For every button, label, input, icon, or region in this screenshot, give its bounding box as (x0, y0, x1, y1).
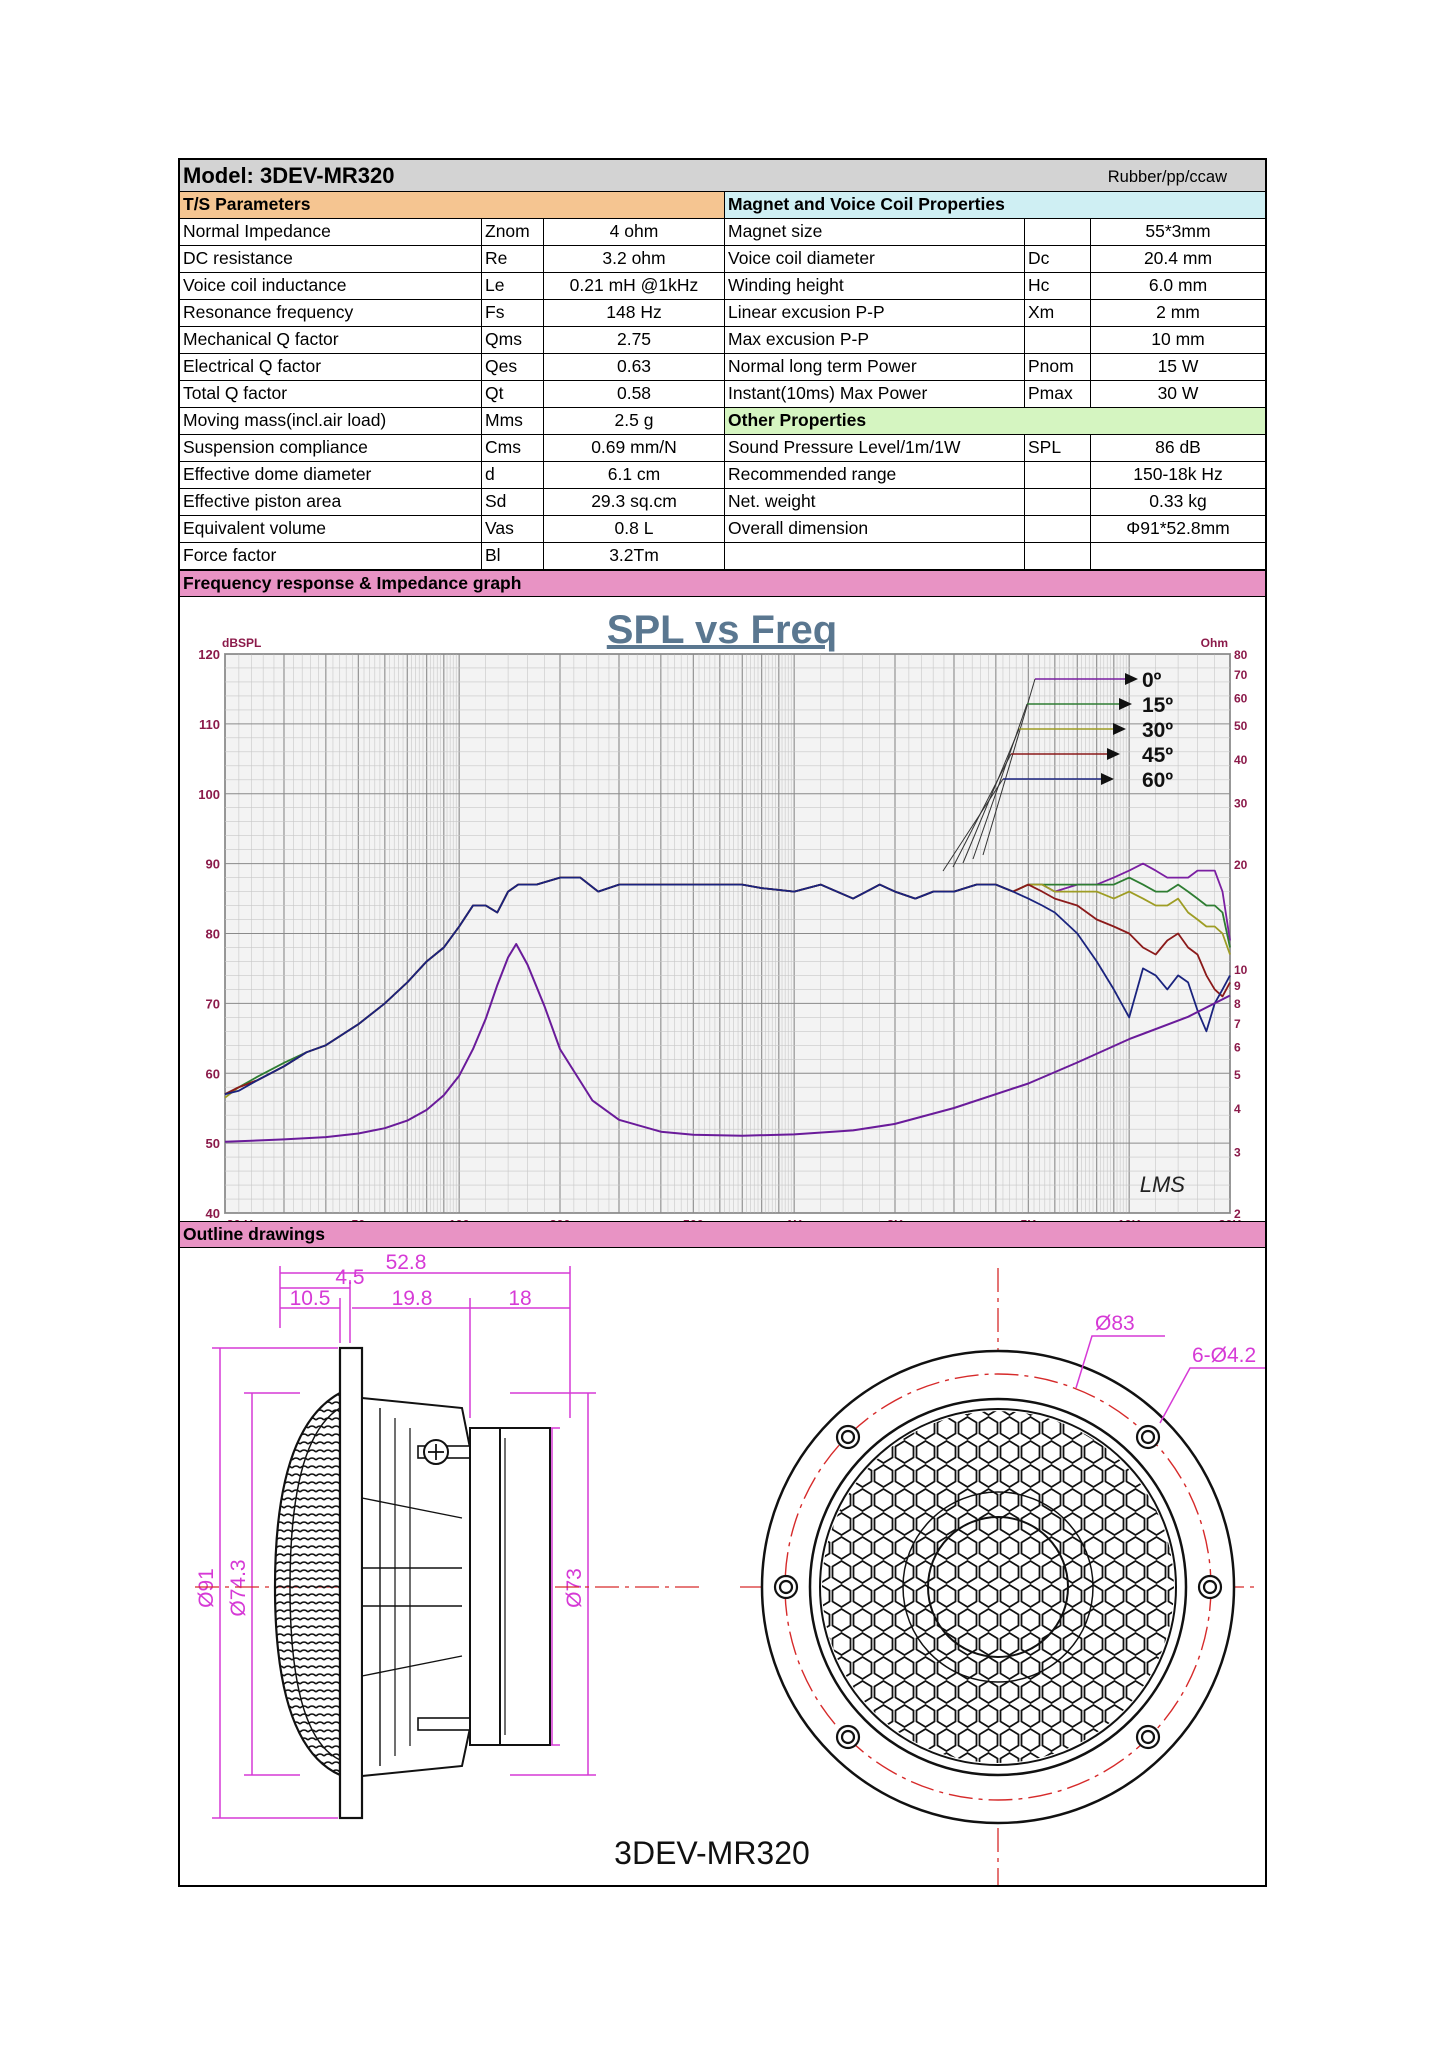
ts-param-name: Equivalent volume (180, 516, 482, 542)
ts-param-symbol: Sd (482, 489, 544, 515)
ts-param-value: 0.63 (544, 354, 725, 380)
y2-tick-label: 5 (1234, 1068, 1241, 1083)
magnet-prop-value: 10 mm (1151, 329, 1205, 349)
y2-tick-label: 3 (1234, 1145, 1241, 1160)
dim-mount-holes: 6-Ø4.2 (1192, 1344, 1257, 1367)
magnet-prop-value: 2 mm (1156, 302, 1200, 322)
other-prop-value: Φ91*52.8mm (1126, 518, 1230, 538)
title-row (180, 160, 1265, 192)
outline-svg (180, 1248, 1265, 1885)
ts-param-symbol: Qms (482, 327, 544, 353)
magnet-prop-name: Voice coil diameter (725, 246, 1025, 272)
magnet-prop-value: 20.4 mm (1143, 248, 1213, 268)
dim-basket: 19.8 (391, 1287, 433, 1310)
y2-tick-label: 50 (1234, 719, 1248, 734)
ts-param-symbol: Qes (482, 354, 544, 380)
empty-cell (1091, 543, 1265, 569)
other-prop-symbol (1025, 489, 1091, 515)
y2-tick-label: 6 (1234, 1040, 1241, 1055)
magnet-prop-value: 15 W (1157, 356, 1199, 376)
ts-param-name: Normal Impedance (180, 219, 482, 245)
ts-param-symbol: Cms (482, 435, 544, 461)
param-row (180, 489, 1265, 516)
spec-sheet (178, 158, 1267, 1887)
y2-tick-label: 60 (1234, 691, 1248, 706)
ts-param-value: 0.58 (544, 381, 725, 407)
outline-section-title: Outline drawings (180, 1221, 1265, 1248)
ts-param-symbol: Re (482, 246, 544, 272)
y-tick-label: 60 (205, 1066, 220, 1082)
magnet-prop-value: 55*3mm (1145, 221, 1211, 241)
ts-param-symbol: Fs (482, 300, 544, 326)
ts-param-symbol: Mms (482, 408, 544, 434)
ts-param-value: 2.5 g (544, 408, 725, 434)
ts-param-value: 3.2Tm (544, 543, 725, 569)
magnet-prop-value: 6.0 mm (1148, 275, 1208, 295)
magnet-prop-name: Linear excusion P-P (725, 300, 1025, 326)
ts-param-value: 6.1 cm (544, 462, 725, 488)
param-row (180, 516, 1265, 543)
dim-dome: 10.5 (289, 1287, 331, 1310)
side-view-drawing (195, 1251, 700, 1818)
param-row (180, 462, 1265, 489)
empty-cell (1025, 543, 1091, 569)
dim-flange: 4.5 (335, 1266, 365, 1289)
ts-param-value: 2.75 (544, 327, 725, 353)
param-row (180, 435, 1265, 462)
ts-param-name: Electrical Q factor (180, 354, 482, 380)
magnet-prop-symbol: Pnom (1025, 354, 1091, 380)
y-tick-label: 70 (205, 996, 220, 1012)
ts-param-value: 4 ohm (544, 219, 725, 245)
y2-tick-label: 2 (1234, 1207, 1241, 1221)
y2-tick-label: 70 (1234, 668, 1248, 683)
param-row (180, 354, 1265, 381)
drawing-caption: 3DEV-MR320 (614, 1835, 810, 1871)
y-tick-label: 90 (205, 856, 220, 872)
magnet-prop-symbol: Pmax (1025, 381, 1091, 407)
ts-param-symbol: Le (482, 273, 544, 299)
magnet-prop-value: 30 W (1157, 383, 1199, 403)
material-label: Rubber/pp/ccaw (1107, 168, 1227, 186)
ts-param-name: Total Q factor (180, 381, 482, 407)
dim-rear-dia: Ø73 (563, 1568, 586, 1608)
dim-grill-dia: Ø74.3 (227, 1559, 250, 1617)
y2-tick-label: 80 (1234, 648, 1248, 662)
y-tick-label: 100 (198, 786, 220, 802)
dim-magnet: 18 (508, 1287, 532, 1310)
other-prop-name: Net. weight (725, 489, 1025, 515)
y-tick-label: 120 (198, 647, 220, 662)
ts-param-symbol: Znom (482, 219, 544, 245)
ts-param-name: Effective dome diameter (180, 462, 482, 488)
other-prop-name: Recommended range (725, 462, 1025, 488)
y2-tick-label: 8 (1234, 996, 1241, 1011)
y2-tick-label: 40 (1234, 753, 1248, 768)
magnet-prop-name: Winding height (725, 273, 1025, 299)
front-view-drawing (740, 1268, 1265, 1885)
y-tick-label: 50 (205, 1136, 220, 1152)
legend-label: 0º (1142, 669, 1162, 692)
magnet-prop-symbol: Xm (1025, 300, 1091, 326)
ts-param-symbol: Vas (482, 516, 544, 542)
magnet-prop-name: Magnet size (725, 219, 1025, 245)
ts-param-value: 3.2 ohm (544, 246, 725, 272)
y-tick-label: 80 (205, 926, 220, 942)
y2-tick-label: 9 (1234, 979, 1241, 994)
section-header-row (180, 192, 1265, 219)
magnet-prop-name: Instant(10ms) Max Power (725, 381, 1025, 407)
param-row (180, 273, 1265, 300)
ts-param-symbol: d (482, 462, 544, 488)
other-prop-name: Overall dimension (725, 516, 1025, 542)
ts-param-name: Resonance frequency (180, 300, 482, 326)
ts-param-name: Voice coil inductance (180, 273, 482, 299)
other-prop-name: Sound Pressure Level/1m/1W (725, 435, 1025, 461)
other-prop-value: 150-18k Hz (1133, 464, 1223, 484)
ts-param-value: 0.8 L (544, 516, 725, 542)
outline-drawings (180, 1248, 1265, 1885)
y-tick-label: 40 (205, 1206, 220, 1221)
legend-label: 45º (1142, 744, 1174, 767)
freq-section-title: Frequency response & Impedance graph (180, 570, 1265, 597)
y2-tick-label: 7 (1234, 1017, 1241, 1032)
param-row (180, 327, 1265, 354)
magnet-section-title: Magnet and Voice Coil Properties (725, 192, 1265, 218)
y2-tick-label: 30 (1234, 796, 1248, 811)
magnet-prop-symbol: Dc (1025, 246, 1091, 272)
ts-param-name: Moving mass(incl.air load) (180, 408, 482, 434)
y-tick-label: 110 (199, 716, 220, 732)
other-prop-value: 86 dB (1155, 437, 1201, 457)
magnet-prop-symbol: Hc (1025, 273, 1091, 299)
empty-cell (725, 543, 1025, 569)
other-prop-symbol (1025, 462, 1091, 488)
chart-title: SPL vs Freq (606, 608, 838, 652)
param-row (180, 408, 1265, 435)
y2-tick-label: 20 (1234, 858, 1248, 873)
ts-param-name: Effective piston area (180, 489, 482, 515)
magnet-prop-symbol (1025, 219, 1091, 245)
ts-param-value: 0.21 mH @1kHz (544, 273, 725, 299)
param-row (180, 246, 1265, 273)
magnet-prop-symbol (1025, 327, 1091, 353)
ts-param-value: 29.3 sq.cm (544, 489, 725, 515)
legend-label: 60º (1142, 769, 1174, 792)
y2-tick-label: 4 (1234, 1101, 1241, 1116)
ts-section-title: T/S Parameters (180, 192, 725, 218)
ts-param-name: Mechanical Q factor (180, 327, 482, 353)
ts-param-name: Suspension compliance (180, 435, 482, 461)
other-section-title: Other Properties (725, 408, 1265, 434)
param-row (180, 543, 1265, 570)
ts-param-symbol: Qt (482, 381, 544, 407)
param-row (180, 219, 1265, 246)
dim-depth: 52.8 (385, 1251, 427, 1274)
magnet-prop-name: Max excusion P-P (725, 327, 1025, 353)
param-row (180, 300, 1265, 327)
y2-axis-label: Ohm (1200, 636, 1228, 650)
legend-label: 30º (1142, 719, 1174, 742)
lms-watermark: LMS (1139, 1172, 1185, 1197)
ts-param-name: Force factor (180, 543, 482, 569)
other-prop-symbol (1025, 516, 1091, 542)
other-prop-value: 0.33 kg (1149, 491, 1207, 511)
model-title: Model: 3DEV-MR320 (183, 163, 395, 188)
other-prop-symbol: SPL (1025, 435, 1091, 461)
ts-param-name: DC resistance (180, 246, 482, 272)
y2-tick-label: 10 (1234, 963, 1248, 978)
legend-label: 15º (1142, 694, 1174, 717)
ts-param-value: 0.69 mm/N (544, 435, 725, 461)
ts-param-value: 148 Hz (544, 300, 725, 326)
frequency-response-chart (180, 597, 1265, 1221)
dim-outer-dia: Ø91 (195, 1568, 218, 1608)
ts-param-symbol: Bl (482, 543, 544, 569)
dim-bolt-circle: Ø83 (1095, 1312, 1135, 1335)
y-axis-label: dBSPL (222, 636, 262, 650)
chart-svg (180, 597, 1265, 1221)
param-row (180, 381, 1265, 408)
magnet-prop-name: Normal long term Power (725, 354, 1025, 380)
